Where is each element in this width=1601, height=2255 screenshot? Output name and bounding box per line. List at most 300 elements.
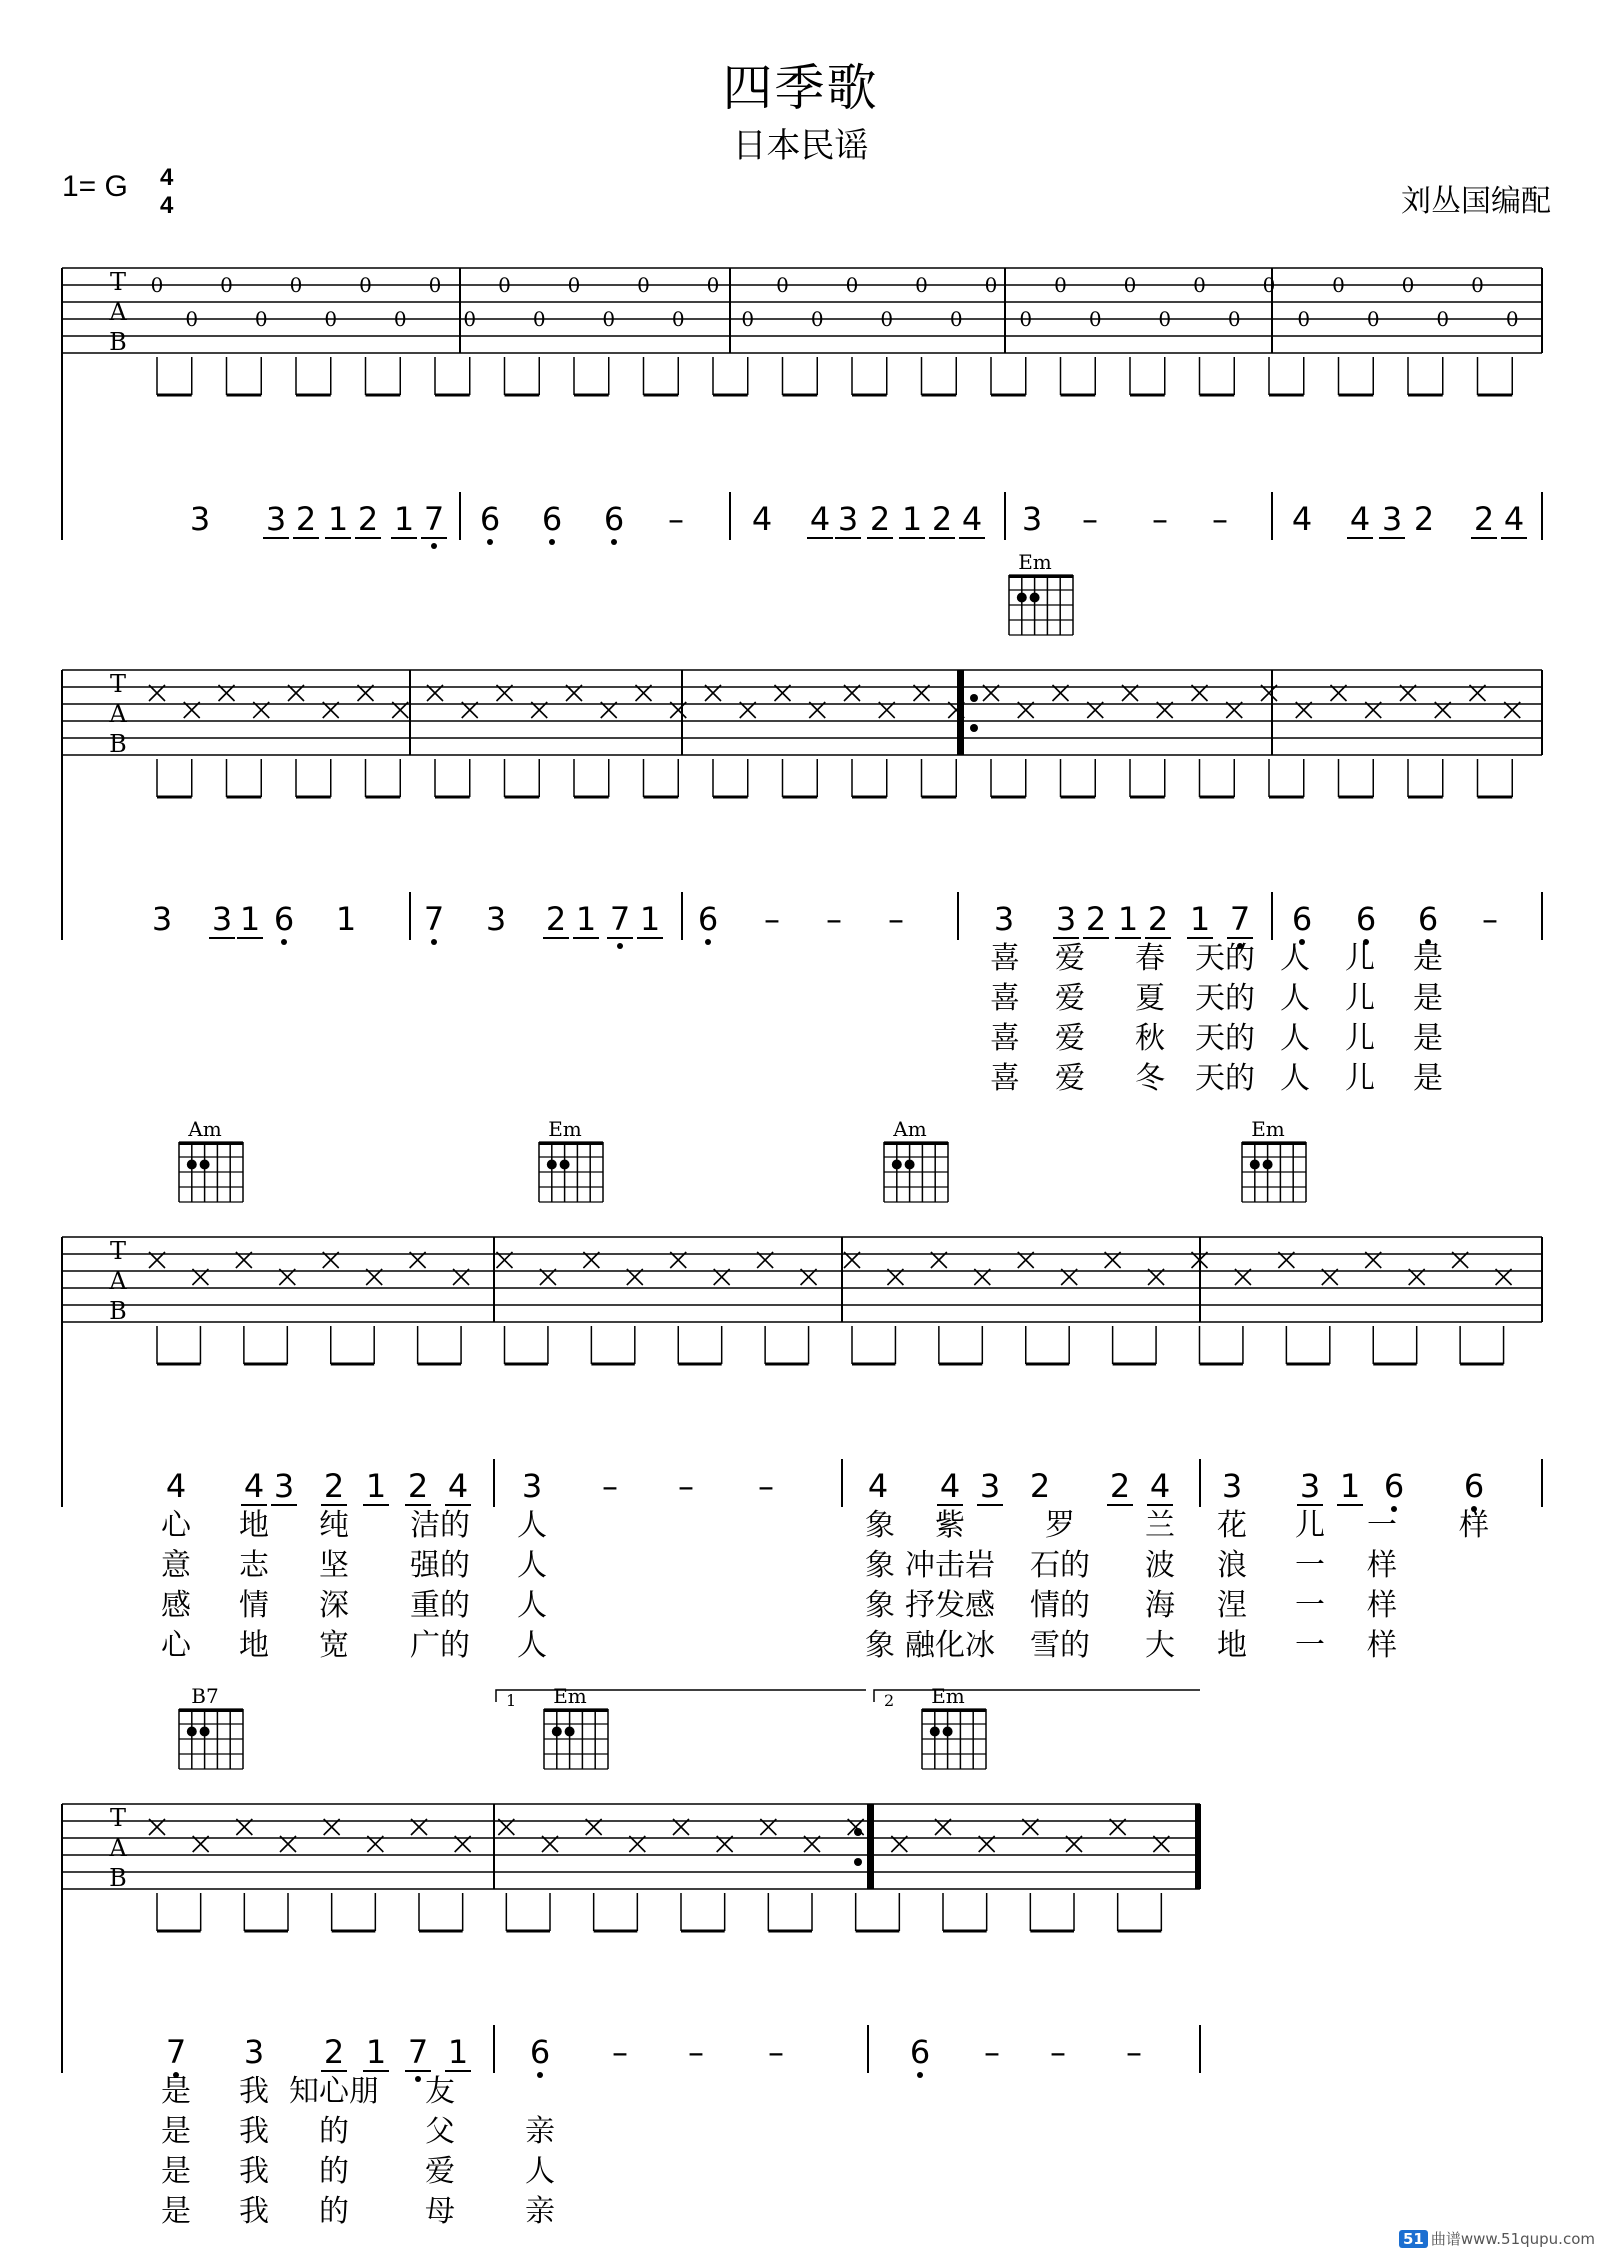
lyric-word: 亲 <box>525 2194 555 2229</box>
jianpu-note: 4 <box>1149 1467 1171 1505</box>
chord-name: Em <box>1251 1117 1285 1141</box>
chord-dot <box>943 1727 953 1737</box>
lyric-word: 喜 <box>990 981 1020 1016</box>
lyric-word: 意 <box>161 1548 191 1583</box>
chord-dot <box>930 1727 940 1737</box>
repeat-dot <box>854 1858 862 1866</box>
lyric-word: 友 <box>425 2074 455 2109</box>
lyric-word: 罗 <box>1045 1508 1075 1543</box>
low-octave-dot <box>431 939 437 945</box>
jianpu-note: 2 <box>545 900 567 938</box>
lyric-word: 天的 <box>1195 941 1255 976</box>
low-octave-dot <box>549 539 555 545</box>
jianpu-line <box>166 1467 1484 1512</box>
chord-dot <box>892 1160 902 1170</box>
tab-fret-number: 0 <box>1158 307 1172 331</box>
repeat-dot <box>970 694 978 702</box>
jianpu-note: 3 <box>189 500 211 538</box>
low-octave-dot <box>431 543 437 549</box>
jianpu-note: 7 <box>165 2033 187 2071</box>
lyric-word: 人 <box>1280 1021 1310 1056</box>
arranger-credit: 刘丛国编配 <box>1401 184 1551 219</box>
lyric-word: 喜 <box>990 1061 1020 1096</box>
low-octave-dot <box>537 2072 543 2078</box>
system-3 <box>62 1117 1542 1710</box>
lyric-word: 天的 <box>1195 1061 1255 1096</box>
lyric-word: 人 <box>1280 981 1310 1016</box>
lyric-word: 秋 <box>1135 1021 1165 1056</box>
jianpu-line <box>190 500 1527 549</box>
sustain-dash: – <box>1082 500 1098 538</box>
tab-fret-number: 0 <box>393 307 407 331</box>
jianpu-note: 1 <box>447 2033 469 2071</box>
chord-dot <box>560 1160 570 1170</box>
repeat-end-thick <box>868 1804 874 1889</box>
jianpu-note: 3 <box>273 1467 295 1505</box>
lyric-word: 夏 <box>1135 981 1165 1016</box>
volta-number: 2 <box>884 1691 895 1710</box>
tab-fret-number: 0 <box>1193 273 1206 297</box>
tab-fret-number: 0 <box>428 273 442 297</box>
jianpu-note: 4 <box>243 1467 265 1505</box>
lyric-word: 知心朋 <box>289 2074 379 2109</box>
chord-dot <box>187 1727 197 1737</box>
lyric-word: 人 <box>525 2154 555 2189</box>
chord-name: Em <box>553 1684 587 1708</box>
jianpu-note: 2 <box>1413 500 1435 538</box>
chord-name: B7 <box>191 1684 219 1708</box>
jianpu-note: 2 <box>357 500 379 538</box>
jianpu-note: 1 <box>639 900 661 938</box>
lyric-word: 花 <box>1217 1508 1247 1543</box>
tab-fret-number: 0 <box>1401 273 1415 297</box>
chord-dot <box>1250 1160 1260 1170</box>
chord-dot <box>187 1160 197 1170</box>
lyric-word: 心 <box>161 1628 191 1663</box>
jianpu-note: 4 <box>165 1467 187 1505</box>
lyric-word: 坚 <box>319 1548 349 1583</box>
tab-fret-number: 0 <box>498 273 511 297</box>
tab-label: B <box>109 730 127 758</box>
chord-dot <box>565 1727 575 1737</box>
system-1 <box>62 268 1542 549</box>
jianpu-note: 2 <box>1473 500 1495 538</box>
lyric-word: 是 <box>1413 1061 1443 1096</box>
lyric-word: 地 <box>239 1628 269 1663</box>
song-title: 四季歌 <box>722 59 879 117</box>
jianpu-note: 3 <box>485 900 507 938</box>
jianpu-note: 7 <box>423 500 445 538</box>
tab-fret-number: 0 <box>845 273 859 297</box>
lyric-word: 一 <box>1295 1588 1325 1623</box>
jianpu-note: 1 <box>239 900 261 938</box>
tab-label: A <box>109 700 127 728</box>
jianpu-note: 2 <box>1109 1467 1131 1505</box>
jianpu-note: 6 <box>697 900 719 938</box>
jianpu-note: 6 <box>603 500 625 538</box>
chord-name: Am <box>893 1117 927 1141</box>
lyric-word: 是 <box>161 2074 191 2109</box>
jianpu-note: 1 <box>575 900 597 938</box>
lyric-word: 爱 <box>1055 941 1085 976</box>
site-url: 曲谱www.51qupu.com <box>1430 2230 1595 2248</box>
lyric-word: 一 <box>1295 1548 1325 1583</box>
jianpu-note: 3 <box>265 500 287 538</box>
tab-fret-number: 0 <box>289 273 303 297</box>
lyric-word: 情 <box>239 1588 269 1623</box>
tab-fret-number: 0 <box>1054 273 1067 297</box>
jianpu-note: 4 <box>751 500 773 538</box>
tab-label: T <box>109 670 127 698</box>
chord-diagram-Em <box>922 1684 986 1769</box>
repeat-dot <box>970 724 978 732</box>
lyric-word: 样 <box>1459 1508 1489 1543</box>
lyric-word: 儿 <box>1295 1508 1325 1543</box>
volta-bracket <box>874 1690 1200 1702</box>
jianpu-note: 4 <box>1503 500 1525 538</box>
jianpu-note: 7 <box>407 2033 429 2071</box>
tab-fret-number: 0 <box>1227 307 1241 331</box>
tab-fret-number: 0 <box>1366 307 1380 331</box>
lyric-word: 儿 <box>1345 1021 1375 1056</box>
tab-fret-number: 0 <box>1505 307 1519 331</box>
chord-dot <box>905 1160 915 1170</box>
lyric-word: 人 <box>517 1588 547 1623</box>
tab-label: A <box>109 298 127 326</box>
lyric-word: 强的 <box>410 1548 470 1583</box>
chord-dot <box>1263 1160 1273 1170</box>
sustain-dash: – <box>678 1467 694 1505</box>
tab-fret-number: 0 <box>776 273 789 297</box>
lyric-word: 洁的 <box>410 1508 470 1543</box>
sustain-dash: – <box>612 2033 628 2071</box>
tab-fret-number: 0 <box>359 273 372 297</box>
repeat-start-thick <box>958 670 964 755</box>
lyric-word: 我 <box>239 2114 269 2149</box>
jianpu-note: 7 <box>423 900 445 938</box>
lyric-word: 人 <box>517 1548 547 1583</box>
lyric-word: 紫 <box>935 1508 965 1543</box>
lyric-word: 春 <box>1135 941 1165 976</box>
volta-bracket <box>496 1690 866 1702</box>
jianpu-note: 3 <box>1021 500 1043 538</box>
tab-label: A <box>109 1834 127 1862</box>
chord-diagram-B7 <box>179 1684 243 1769</box>
jianpu-note: 6 <box>1417 900 1439 938</box>
sustain-dash: – <box>826 900 842 938</box>
lyric-word: 样 <box>1367 1588 1397 1623</box>
jianpu-note: 1 <box>1189 900 1211 938</box>
jianpu-note: 4 <box>1349 500 1371 538</box>
chord-name: Em <box>1018 550 1052 574</box>
tab-fret-number: 0 <box>185 307 199 331</box>
jianpu-note: 3 <box>1055 900 1077 938</box>
lyric-word: 冲击岩 <box>905 1548 995 1583</box>
jianpu-note: 7 <box>609 900 631 938</box>
lyric-word: 人 <box>1280 941 1310 976</box>
volta-number: 1 <box>506 1691 517 1710</box>
lyric-word: 爱 <box>425 2154 455 2189</box>
jianpu-note: 6 <box>529 2033 551 2071</box>
lyric-word: 人 <box>517 1508 547 1543</box>
tab-fret-number: 0 <box>220 273 233 297</box>
jianpu-note: 6 <box>541 500 563 538</box>
jianpu-note: 3 <box>211 900 233 938</box>
jianpu-note: 1 <box>1117 900 1139 938</box>
lyric-word: 情的 <box>1030 1588 1090 1623</box>
tab-fret-number: 0 <box>1332 273 1345 297</box>
jianpu-note: 1 <box>335 900 357 938</box>
low-octave-dot <box>917 2072 923 2078</box>
sustain-dash: – <box>758 1467 774 1505</box>
chord-diagram-Em <box>539 1117 603 1202</box>
lyric-word: 冬 <box>1135 1061 1165 1096</box>
chord-dot <box>200 1160 210 1170</box>
lyric-word: 象 <box>865 1628 895 1663</box>
lyric-word: 感 <box>161 1588 191 1623</box>
sustain-dash: – <box>764 900 780 938</box>
tab-label: B <box>109 1297 127 1325</box>
tab-fret-number: 0 <box>880 307 894 331</box>
lyric-word: 爱 <box>1055 1061 1085 1096</box>
tab-label: B <box>109 328 127 356</box>
low-octave-dot <box>617 943 623 949</box>
meter-top: 4 <box>160 164 174 191</box>
lyric-word: 涅 <box>1217 1588 1247 1623</box>
site-watermark <box>1399 2228 1595 2249</box>
tab-fret-number: 0 <box>706 273 720 297</box>
jianpu-note: 2 <box>1029 1467 1051 1505</box>
lyric-word: 志 <box>239 1548 269 1583</box>
tab-fret-number: 0 <box>915 273 928 297</box>
jianpu-note: 4 <box>961 500 983 538</box>
lyric-word: 儿 <box>1345 1061 1375 1096</box>
jianpu-note: 3 <box>1299 1467 1321 1505</box>
tab-fret-number: 0 <box>1088 307 1102 331</box>
lyric-word: 心 <box>161 1508 191 1543</box>
lyric-word: 融化冰 <box>905 1628 995 1663</box>
chord-dot <box>552 1727 562 1737</box>
jianpu-note: 3 <box>1381 500 1403 538</box>
sustain-dash: – <box>1482 900 1498 938</box>
lyric-word: 广的 <box>410 1628 470 1663</box>
jianpu-note: 2 <box>323 1467 345 1505</box>
jianpu-note: 3 <box>837 500 859 538</box>
jianpu-note: 2 <box>323 2033 345 2071</box>
tab-fret-number: 0 <box>1019 307 1033 331</box>
chord-name: Em <box>548 1117 582 1141</box>
tab-fret-number: 0 <box>602 307 616 331</box>
tab-fret-number: 0 <box>810 307 824 331</box>
lyric-word: 是 <box>1413 981 1443 1016</box>
low-octave-dot <box>281 939 287 945</box>
jianpu-note: 4 <box>939 1467 961 1505</box>
tab-fret-number: 0 <box>671 307 685 331</box>
lyric-word: 大 <box>1145 1628 1175 1663</box>
jianpu-note: 1 <box>365 1467 387 1505</box>
lyric-word: 爱 <box>1055 1021 1085 1056</box>
jianpu-note: 4 <box>1291 500 1313 538</box>
tab-fret-number: 0 <box>532 307 546 331</box>
sustain-dash: – <box>1126 2033 1142 2071</box>
key-signature: 1= G <box>62 170 128 203</box>
jianpu-note: 6 <box>909 2033 931 2071</box>
system-4 <box>62 1684 1201 2229</box>
meter-bottom: 4 <box>160 192 174 219</box>
tab-label: B <box>109 1864 127 1892</box>
sustain-dash: – <box>888 900 904 938</box>
jianpu-note: 1 <box>365 2033 387 2071</box>
jianpu-note: 6 <box>273 900 295 938</box>
tab-fret-number: 0 <box>637 273 650 297</box>
lyric-word: 喜 <box>990 1021 1020 1056</box>
lyric-word: 是 <box>1413 941 1443 976</box>
lyric-word: 天的 <box>1195 1021 1255 1056</box>
tab-fret-number: 0 <box>949 307 963 331</box>
tab-label: T <box>109 1237 127 1265</box>
jianpu-note: 3 <box>243 2033 265 2071</box>
jianpu-note: 3 <box>521 1467 543 1505</box>
lyric-word: 雪的 <box>1030 1628 1090 1663</box>
repeat-dot <box>854 1828 862 1836</box>
lyric-word: 是 <box>161 2194 191 2229</box>
tab-fret-number: 0 <box>1123 273 1137 297</box>
tab-fret-number: 0 <box>1471 273 1484 297</box>
sustain-dash: – <box>1212 500 1228 538</box>
lyric-word: 象 <box>865 1508 895 1543</box>
chord-dot <box>200 1727 210 1737</box>
low-octave-dot <box>415 2076 421 2082</box>
lyric-word: 一 <box>1367 1508 1397 1543</box>
lyric-word: 重的 <box>410 1588 470 1623</box>
jianpu-note: 2 <box>931 500 953 538</box>
lyric-word: 的 <box>319 2114 349 2149</box>
tab-label: T <box>109 1804 127 1832</box>
jianpu-note: 4 <box>867 1467 889 1505</box>
chord-name: Am <box>188 1117 222 1141</box>
jianpu-note: 6 <box>1291 900 1313 938</box>
sustain-dash: – <box>688 2033 704 2071</box>
jianpu-note: 4 <box>447 1467 469 1505</box>
lyric-word: 父 <box>425 2114 455 2149</box>
lyric-word: 我 <box>239 2074 269 2109</box>
lyric-word: 儿 <box>1345 981 1375 1016</box>
jianpu-note: 2 <box>407 1467 429 1505</box>
jianpu-note: 1 <box>901 500 923 538</box>
chord-dot <box>1017 593 1027 603</box>
lyric-word: 是 <box>1413 1021 1443 1056</box>
jianpu-note: 6 <box>1463 1467 1485 1505</box>
jianpu-note: 1 <box>327 500 349 538</box>
lyric-word: 象 <box>865 1588 895 1623</box>
jianpu-note: 6 <box>1355 900 1377 938</box>
chord-diagram-Em <box>1009 550 1073 635</box>
jianpu-note: 3 <box>151 900 173 938</box>
tab-fret-number: 0 <box>741 307 755 331</box>
tab-fret-number: 0 <box>1436 307 1450 331</box>
jianpu-note: 4 <box>809 500 831 538</box>
lyric-word: 浪 <box>1217 1548 1247 1583</box>
lyric-word: 爱 <box>1055 981 1085 1016</box>
sustain-dash: – <box>984 2033 1000 2071</box>
low-octave-dot <box>705 939 711 945</box>
jianpu-note: 7 <box>1229 900 1251 938</box>
lyric-word: 儿 <box>1345 941 1375 976</box>
tab-fret-number: 0 <box>254 307 268 331</box>
chord-diagram-Em <box>544 1684 608 1769</box>
sustain-dash: – <box>602 1467 618 1505</box>
song-subtitle: 日本民谣 <box>732 126 869 166</box>
lyric-word: 母 <box>425 2194 455 2229</box>
chord-diagram-Em <box>1242 1117 1306 1202</box>
tab-fret-number: 0 <box>1297 307 1311 331</box>
tab-label: T <box>109 268 127 296</box>
jianpu-note: 6 <box>1383 1467 1405 1505</box>
tab-fret-number: 0 <box>150 273 164 297</box>
lyric-word: 波 <box>1145 1548 1175 1583</box>
lyric-word: 我 <box>239 2194 269 2229</box>
lyric-word: 亲 <box>525 2114 555 2149</box>
lyric-word: 石的 <box>1030 1548 1090 1583</box>
lyric-word: 一 <box>1295 1628 1325 1663</box>
sustain-dash: – <box>768 2033 784 2071</box>
lyric-word: 纯 <box>319 1508 349 1543</box>
chord-diagram-Am <box>884 1117 948 1202</box>
jianpu-note: 2 <box>295 500 317 538</box>
final-barline <box>1195 1804 1201 1889</box>
low-octave-dot <box>487 539 493 545</box>
lyric-word: 是 <box>161 2154 191 2189</box>
system-2 <box>62 550 1542 1096</box>
lyric-word: 喜 <box>990 941 1020 976</box>
jianpu-note: 2 <box>869 500 891 538</box>
lyric-word: 宽 <box>319 1628 349 1663</box>
chord-dot <box>547 1160 557 1170</box>
sustain-dash: – <box>668 500 684 538</box>
site-logo-mark: 51 <box>1399 2230 1428 2248</box>
jianpu-note: 6 <box>479 500 501 538</box>
sustain-dash: – <box>1050 2033 1066 2071</box>
chord-diagram-Am <box>179 1117 243 1202</box>
lyric-word: 抒发感 <box>905 1588 995 1623</box>
lyric-word: 地 <box>1217 1628 1247 1663</box>
lyric-word: 的 <box>319 2194 349 2229</box>
sustain-dash: – <box>1152 500 1168 538</box>
lyric-word: 的 <box>319 2154 349 2189</box>
lyric-word: 人 <box>1280 1061 1310 1096</box>
tab-fret-number: 0 <box>984 273 998 297</box>
jianpu-note: 3 <box>993 900 1015 938</box>
lyric-word: 人 <box>517 1628 547 1663</box>
low-octave-dot <box>611 539 617 545</box>
jianpu-note: 2 <box>1085 900 1107 938</box>
lyric-word: 是 <box>161 2114 191 2149</box>
lyric-word: 象 <box>865 1548 895 1583</box>
lyric-word: 海 <box>1145 1588 1175 1623</box>
lyric-word: 天的 <box>1195 981 1255 1016</box>
lyric-word: 地 <box>239 1508 269 1543</box>
lyric-word: 样 <box>1367 1548 1397 1583</box>
tab-fret-number: 0 <box>463 307 477 331</box>
tab-label: A <box>109 1267 127 1295</box>
lyric-word: 兰 <box>1145 1508 1175 1543</box>
lyric-word: 样 <box>1367 1628 1397 1663</box>
lyric-word: 深 <box>319 1588 349 1623</box>
tab-fret-number: 0 <box>567 273 581 297</box>
jianpu-note: 1 <box>1339 1467 1361 1505</box>
jianpu-note: 3 <box>979 1467 1001 1505</box>
chord-name: Em <box>931 1684 965 1708</box>
